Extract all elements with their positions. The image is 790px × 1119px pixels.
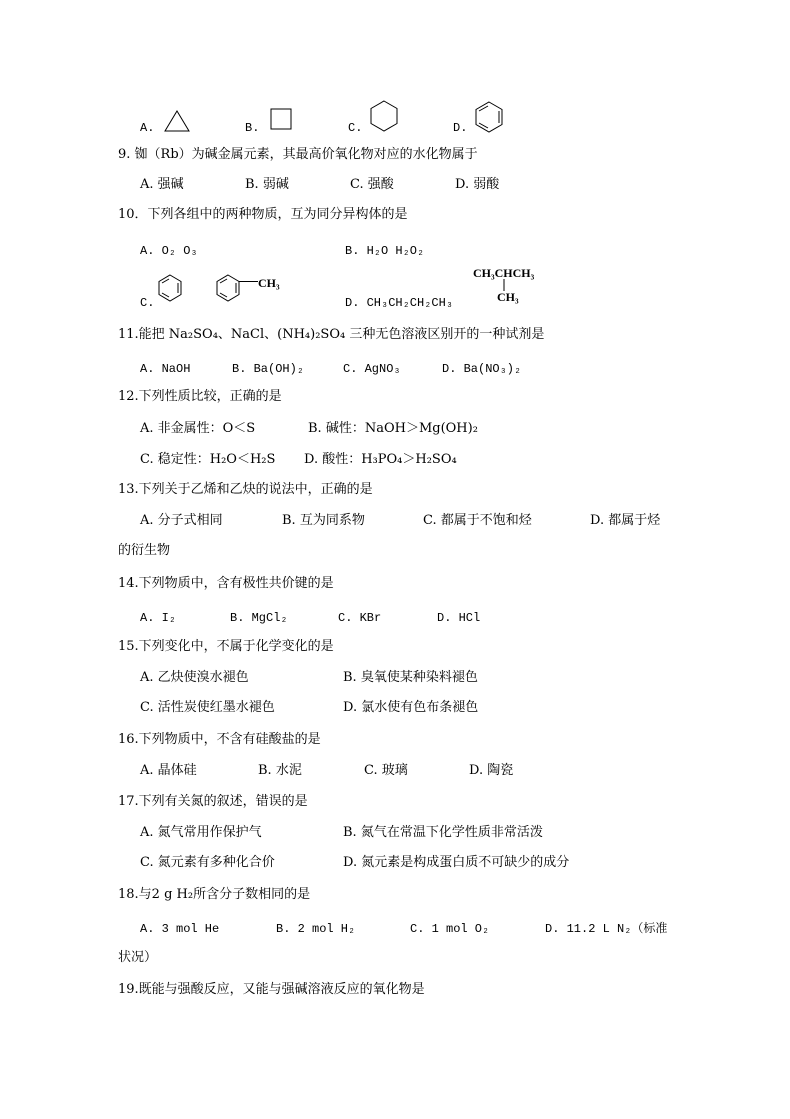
- q16-stem: 16.下列物质中，不含有硅酸盐的是: [118, 732, 321, 747]
- q12-stem: 12.下列性质比较，正确的是: [118, 389, 282, 404]
- q13-option-a: A. 分子式相同: [140, 513, 223, 528]
- q12-option-d: D. 酸性：H₃PO₄＞H₂SO₄: [304, 452, 457, 467]
- benzene-structure-icon: [475, 101, 503, 133]
- q15-option-b: B. 臭氧使某种染料褪色: [343, 670, 478, 685]
- q16-option-a: A. 晶体硅: [140, 763, 197, 778]
- q9-stem: 9. 铷（Rb）为碱金属元素，其最高价氧化物对应的水化物属于: [118, 147, 478, 162]
- benzene-structure-icon: [158, 274, 182, 302]
- q13-option-b: B. 互为同系物: [282, 513, 365, 528]
- q12-option-b: B. 碱性：NaOH＞Mg(OH)₂: [308, 421, 478, 436]
- q18-continuation: 状况）: [118, 950, 158, 965]
- q17-stem: 17.下列有关氮的叙述，错误的是: [118, 794, 308, 809]
- q8-option-d: D.: [453, 121, 468, 135]
- q16-option-d: D. 陶瓷: [469, 763, 514, 778]
- q10-option-d: D. CH₃CH₂CH₂CH₃: [345, 296, 454, 310]
- q13-continuation: 的衍生物: [118, 543, 171, 558]
- toluene-methyl-label: CH₃: [258, 276, 280, 290]
- q17-option-b: B. 氮气在常温下化学性质非常活泼: [343, 825, 543, 840]
- q8-option-c: C.: [348, 121, 363, 135]
- square-structure-icon: [270, 108, 292, 130]
- q13-option-c: C. 都属于不饱和烃: [423, 513, 532, 528]
- q15-stem: 15.下列变化中，不属于化学变化的是: [118, 639, 334, 654]
- q14-option-b: B. MgCl₂: [230, 611, 288, 625]
- q8-option-a: A.: [140, 121, 155, 135]
- q18-option-d: D. 11.2 L N₂（标准: [545, 922, 668, 936]
- q16-option-c: C. 玻璃: [364, 763, 408, 778]
- q12-option-a: A. 非金属性：O＜S: [140, 421, 256, 436]
- q19-stem: 19.既能与强酸反应，又能与强碱溶液反应的氧化物是: [118, 982, 425, 997]
- q12-option-c: C. 稳定性：H₂O＜H₂S: [140, 452, 276, 467]
- q18-option-a: A. 3 mol He: [140, 922, 220, 936]
- q15-option-c: C. 活性炭使红墨水褪色: [140, 700, 275, 715]
- q9-option-a: A. 强碱: [140, 177, 184, 192]
- q14-option-c: C. KBr: [338, 611, 382, 625]
- q15-option-d: D. 氯水使有色布条褪色: [343, 700, 479, 715]
- q11-stem: 11.能把 Na₂SO₄、NaCl、(NH₄)₂SO₄ 三种无色溶液区别开的一种试剂是: [118, 327, 545, 342]
- q18-stem: 18.与2 g H₂所含分子数相同的是: [118, 887, 311, 902]
- q10-stem: 10．下列各组中的两种物质，互为同分异构体的是: [118, 207, 408, 222]
- q10-option-b: B. H₂O H₂O₂: [345, 244, 425, 258]
- isobutane-bottom: CH₃: [497, 290, 519, 304]
- q10-option-c: C.: [140, 296, 155, 310]
- q14-option-d: D. HCl: [437, 611, 481, 625]
- triangle-structure-icon: [164, 110, 190, 132]
- cyclohexane-structure-icon: [370, 100, 398, 132]
- q8-option-b: B.: [245, 121, 260, 135]
- isobutane-top: CH₃CHCH₃: [473, 266, 535, 280]
- q9-option-b: B. 弱碱: [245, 177, 289, 192]
- q13-stem: 13.下列关于乙烯和乙炔的说法中，正确的是: [118, 482, 373, 497]
- q18-option-b: B. 2 mol H₂: [276, 922, 356, 936]
- q17-option-a: A. 氮气常用作保护气: [140, 825, 262, 840]
- q11-option-a: A. NaOH: [140, 362, 191, 376]
- q14-stem: 14.下列物质中，含有极性共价键的是: [118, 576, 334, 591]
- q14-option-a: A. I₂: [140, 611, 177, 625]
- q17-option-d: D. 氮元素是构成蛋白质不可缺少的成分: [343, 855, 570, 870]
- toluene-structure-icon: [216, 274, 260, 302]
- q9-option-d: D. 弱酸: [455, 177, 500, 192]
- q16-option-b: B. 水泥: [258, 763, 302, 778]
- q9-option-c: C. 强酸: [350, 177, 394, 192]
- q15-option-a: A. 乙炔使溴水褪色: [140, 670, 249, 685]
- q10-option-a: A. O₂ O₃: [140, 244, 198, 258]
- q11-option-b: B. Ba(OH)₂: [232, 362, 305, 376]
- q11-option-d: D. Ba(NO₃)₂: [442, 362, 522, 376]
- q13-option-d: D. 都属于烃: [590, 513, 661, 528]
- q17-option-c: C. 氮元素有多种化合价: [140, 855, 275, 870]
- q11-option-c: C. AgNO₃: [343, 362, 401, 376]
- q18-option-c: C. 1 mol O₂: [410, 922, 490, 936]
